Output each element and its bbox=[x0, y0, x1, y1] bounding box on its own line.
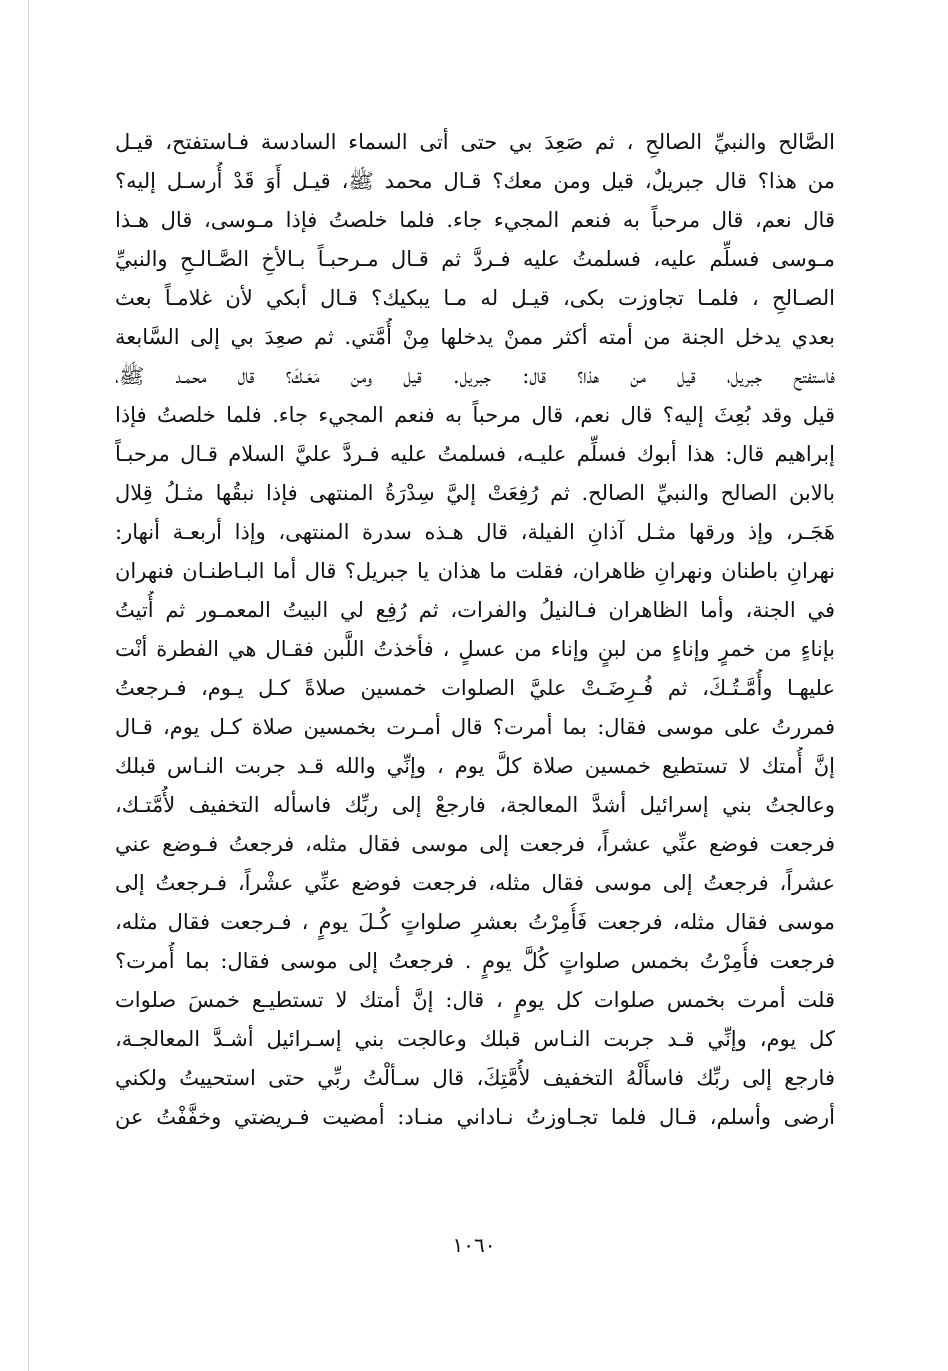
text-line: عليهـا وأُمَّـتُـكَ، ثم فُـرِضَـتْ عليَّ الصلوات خمسين صلاةً كـل يـوم، فـرجعتُ bbox=[115, 676, 835, 700]
text-line: فمررتُ على موسى فقال: بما أمرت؟ قال أمـرت بخمسين صلاة كـل يوم، قـال bbox=[115, 715, 835, 739]
text-line: الصَّالح والنبيِّ الصالحِ ، ثم صَعِدَ بي حتى أتى السماء السادسة فـاستفتح، قيـل bbox=[115, 130, 835, 154]
text-line: وعالجتُ بني إسرائيل أشدَّ المعالجة، فارجعْ إلى ربِّك فاسأله التخفيف لأُمَّتـك، bbox=[115, 793, 835, 817]
text-line: نهرانِ باطنان ونهرانِ ظاهران، فقلت ما هذان يا جبريل؟ قال أما البـاطنـان فنهران bbox=[115, 559, 835, 583]
page-edge-line bbox=[28, 0, 29, 1371]
text-line: فرجعت فوضع عنِّي عشراً، فرجعت إلى موسى فقال مثله، فرجعتُ فـوضع عني bbox=[115, 832, 835, 856]
text-line: في الجنة، وأما الظاهران فـالنيلُ والفرات، ثم رُفِع لي البيتُ المعمـور ثم أُتيتُ bbox=[115, 598, 835, 622]
text-line: من هذا؟ قال جبريلٌ، قيل ومن معك؟ قـال محمد ﷺ، قيـل أَوَ قَدْ أُرسـل إليه؟ bbox=[115, 169, 835, 193]
text-line: إبراهيم قال: هذا أبوك فسلِّم عليـه، فسلمتُ عليه فـردَّ عليَّ السلام قـال مرحبـاً bbox=[115, 442, 835, 466]
body-text bbox=[115, 123, 835, 1137]
text-line: بعدي يدخل الجنة من أمته أكثر ممنْ يدخلها مِنْ أُمَّتي. ثم صعِدَ بي إلى السَّابعة bbox=[115, 325, 835, 349]
text-line: فاستفتح جبريل، قيل من هذا؟ قال: جبريل. قيل ومن مَعَـكَ؟ قال محمـد ﷺ، bbox=[115, 364, 835, 388]
text-line: فرجعت فأُمِرْتُ بخمس صلواتٍ كُلَّ يومٍ . فرجعتُ إلى موسى فقال: بما أُمرت؟ bbox=[115, 949, 835, 973]
text-line: قيل وقد بُعِثَ إليه؟ قال نعم، قال مرحباً به فنعم المجيء جاء. فلما خلصتُ فإذا bbox=[115, 403, 835, 427]
text-line: مـوسى فسلِّم عليه، فسلمتُ عليه فـردَّ ثم قـال مـرحبـاً بـالأخِ الصَّـالـحِ والنبيِّ bbox=[115, 247, 835, 271]
text-line: أرضى وأسلم، قـال فلما تجـاوزتُ نـاداني منـاد: أمضيت فـريضتي وخفَّفْتُ عن bbox=[115, 1105, 835, 1129]
text-line: قلت أمرت بخمس صلوات كل يومٍ ، قال: إنَّ أمتك لا تستطيـع خمسَ صلوات bbox=[115, 988, 835, 1012]
text-line: بإناءٍ من خمرٍ وإناءٍ من لبنٍ وإناء من عسلٍ ، فأخذتُ اللَّبن فقـال هي الفطرة أنْت bbox=[115, 637, 835, 661]
text-line: إنَّ أُمتك لا تستطيع خمسين صلاة كلَّ يوم ، وإنِّي والله قـد جربت النـاس قبلك bbox=[115, 754, 835, 778]
text-line: موسى فقال مثله، فرجعت فَأُمِرْتُ بعشرِ صلواتٍ كُـلَ يومٍ ، فـرجعت فقال مثله، bbox=[115, 910, 835, 934]
page-number: ١٠٦٠ bbox=[452, 1233, 496, 1257]
text-line: هَجَـر، وإذ ورقها مثـل آذانِ الفيلة، قال هـذه سدرة المنتهى، وإذا أربعـة أنهار: bbox=[115, 520, 835, 544]
text-line: بالابن الصالح والنبيِّ الصالح. ثم رُفِعَتْ إليَّ سِدْرَةُ المنتهى فإذا نبقُها مثـلُ قِلال bbox=[115, 481, 835, 505]
text-line: كل يوم، وإنِّي قـد جربت النـاس قبلك وعالجت بني إسـرائيل أشـدَّ المعالجـة، bbox=[115, 1027, 835, 1051]
text-line: عشراً، فرجعتُ إلى موسى فقال مثله، فرجعت فوضع عنِّي عشْراً، فـرجعتُ إلى bbox=[115, 871, 835, 895]
text-line: قال نعم، قال مرحباً به فنعم المجيء جاء. فلما خلصتُ فإذا مـوسى، قال هـذا bbox=[115, 208, 835, 232]
text-line: فارجع إلى ربِّك فاسأَلْهُ التخفيف لأُمَّتِكَ، قال سـألْتُ ربِّي حتى استحييتُ ولكني bbox=[115, 1066, 835, 1090]
text-line: الصـالحِ ، فلمـا تجاوزت بكى، قيـل له مـا يبكيك؟ قـال أبكي لأن غلامـاً بعث bbox=[115, 286, 835, 310]
